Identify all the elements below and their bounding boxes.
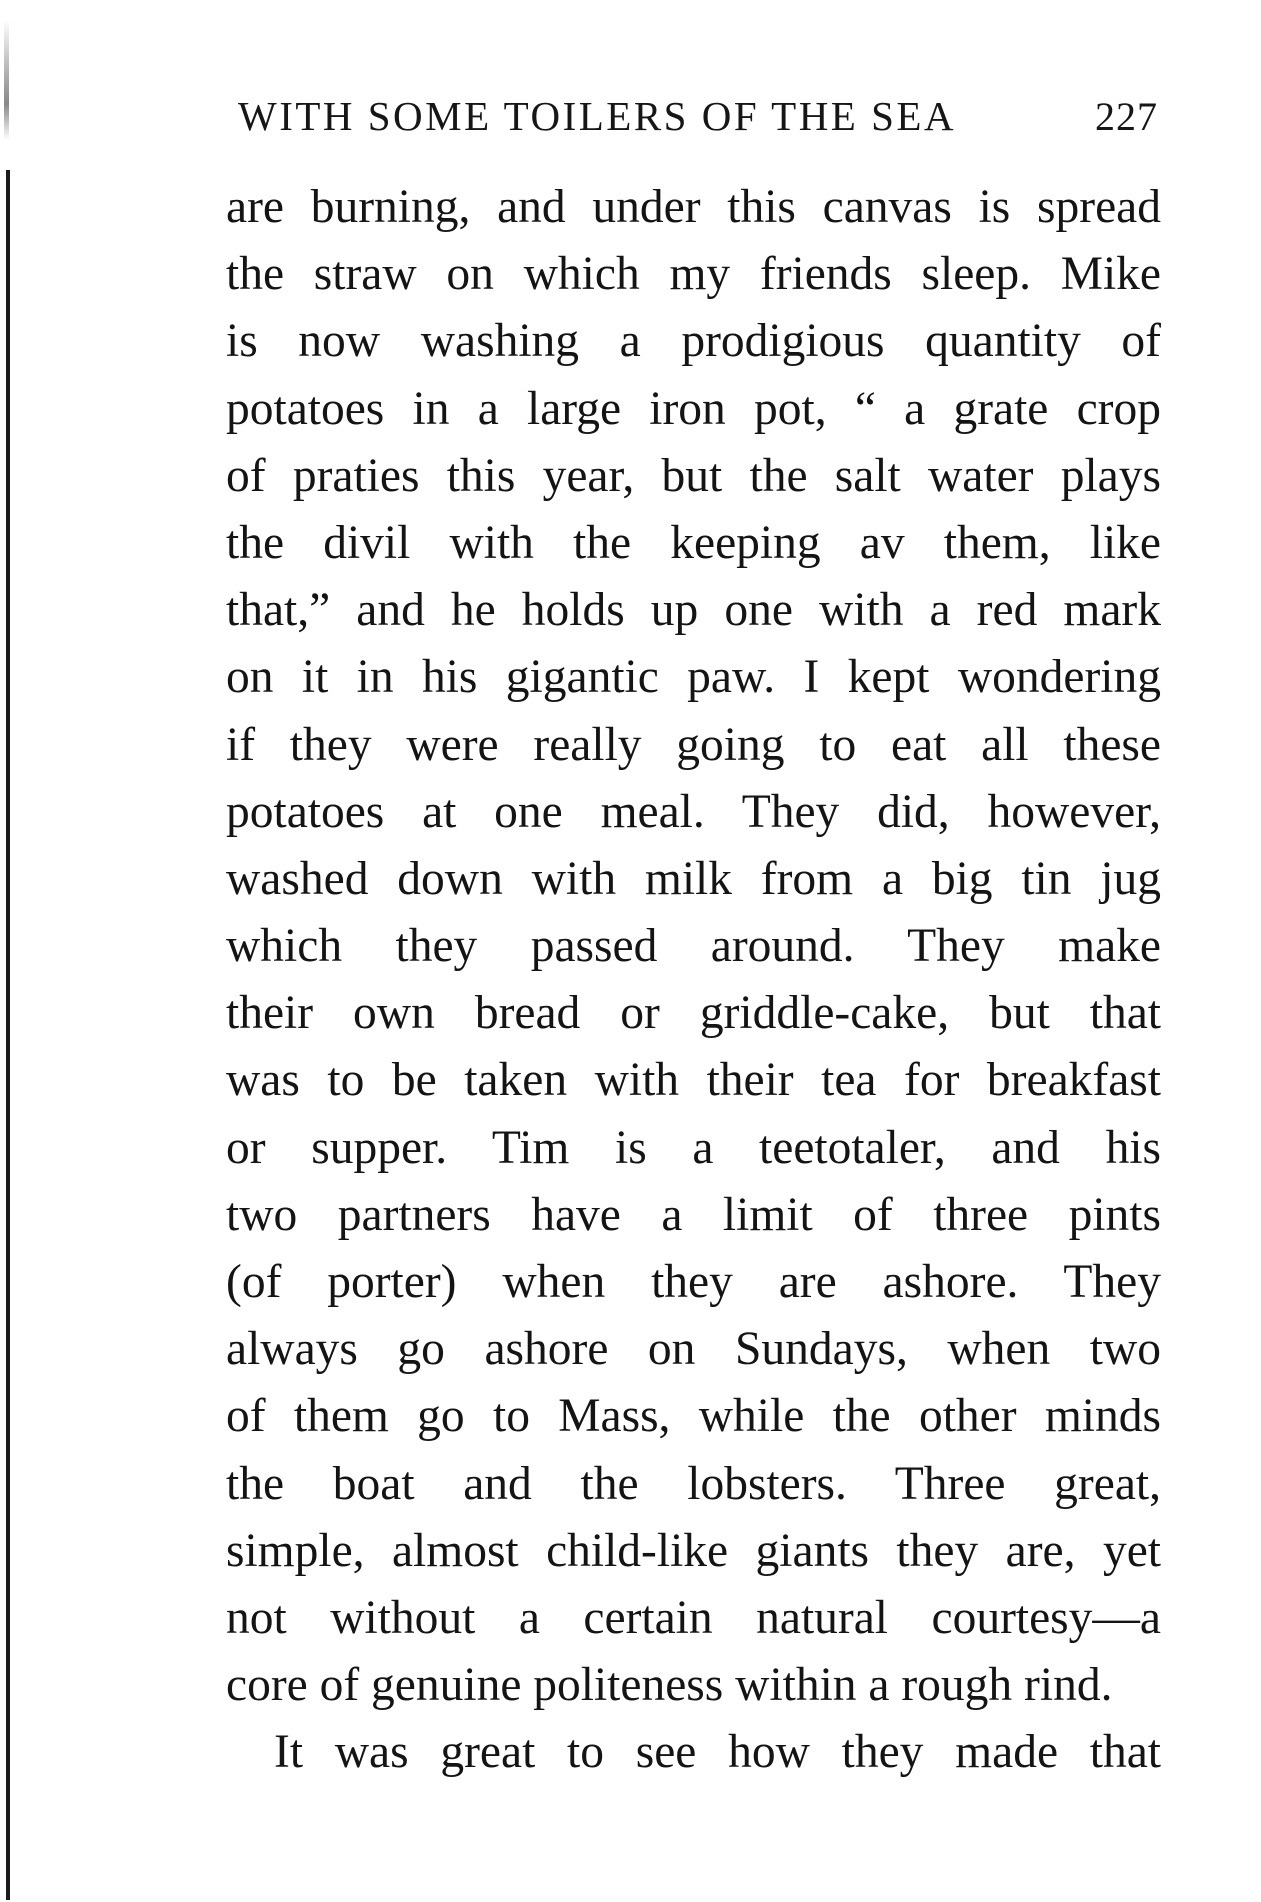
text-line: the straw on which my friends sleep. Mike <box>226 248 1161 301</box>
running-head-title: WITH SOME TOILERS OF THE SEA <box>238 93 957 139</box>
text-line: washed down with milk from a big tin jug <box>226 852 1161 905</box>
text-line: is now washing a prodigious quantity of <box>226 315 1161 368</box>
text-line: are burning, and under this canvas is spread <box>226 181 1161 233</box>
text-line: (of porter) when they are ashore. They <box>226 1256 1161 1308</box>
text-line: that,” and he holds up one with a red mark <box>226 584 1161 637</box>
text-line: core of genuine politeness within a rough rind. <box>226 1659 1113 1712</box>
text-line: two partners have a limit of three pints <box>226 1188 1161 1241</box>
text-line: always go ashore on Sundays, when two <box>226 1323 1161 1376</box>
paragraph-first-line: It was great to see how they made that <box>274 1726 1161 1779</box>
binding-edge <box>0 0 14 1902</box>
page-number: 227 <box>1095 94 1158 139</box>
text-line: the boat and the lobsters. Three great, <box>226 1457 1161 1510</box>
text-line: not without a certain natural courtesy—a <box>226 1591 1161 1644</box>
text-line: was to be taken with their tea for breakfast <box>226 1054 1161 1107</box>
binding-shadow-line <box>6 170 10 1900</box>
text-line: their own bread or griddle-cake, but that <box>226 987 1161 1040</box>
text-line: which they passed around. They make <box>226 920 1161 973</box>
text-line: simple, almost child-like giants they are, yet <box>226 1524 1161 1577</box>
running-head <box>238 92 1158 148</box>
text-line: or supper. Tim is a teetotaler, and his <box>226 1121 1161 1174</box>
text-line: potatoes at one meal. They did, however, <box>226 785 1161 838</box>
text-line: on it in his gigantic paw. I kept wondering <box>226 651 1161 704</box>
scan-smudge <box>4 20 9 140</box>
body-text <box>226 174 1161 1787</box>
text-line: the divil with the keeping av them, like <box>226 516 1161 569</box>
text-line: if they were really going to eat all these <box>226 718 1161 771</box>
text-line: of them go to Mass, while the other minds <box>226 1390 1161 1443</box>
text-line: potatoes in a large iron pot, “ a grate crop <box>226 382 1161 435</box>
text-line: of praties this year, but the salt water plays <box>226 449 1161 502</box>
